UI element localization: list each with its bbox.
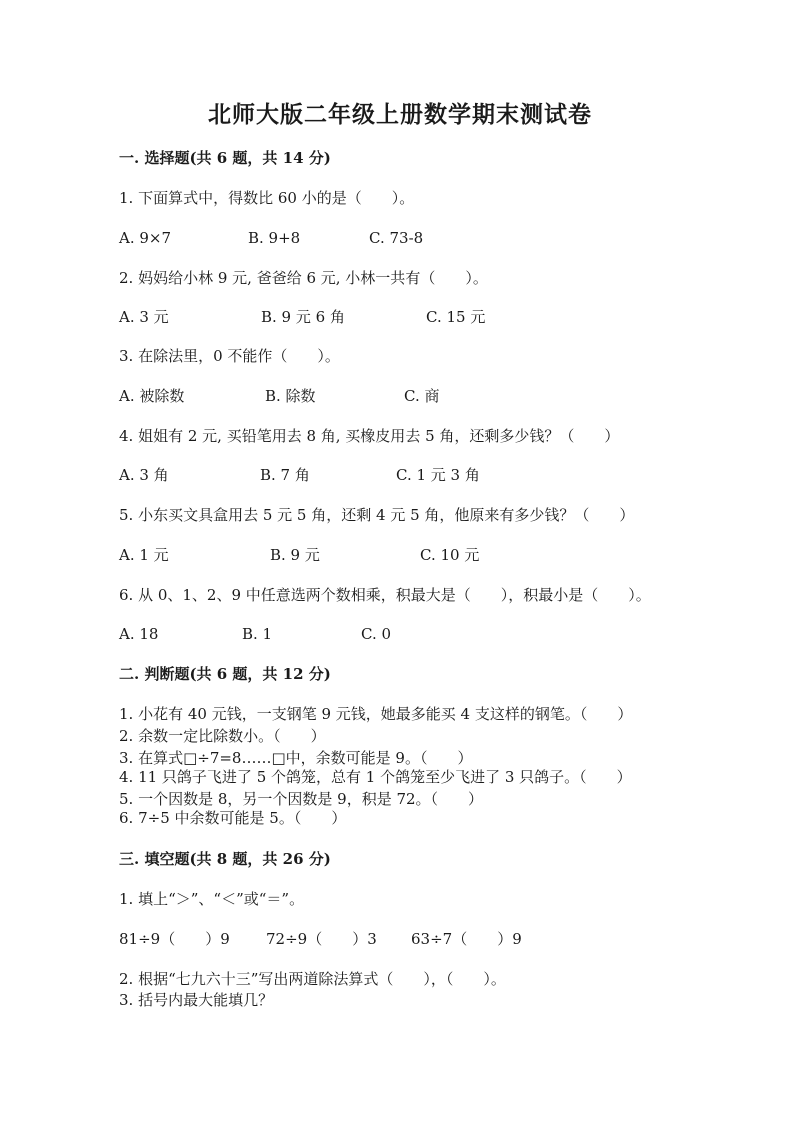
option-1-5-b: B. 9 元: [270, 546, 320, 564]
option-1-2-c: C. 15 元: [426, 308, 486, 326]
option-1-5-a: A. 1 元: [119, 546, 169, 564]
option-1-3-a: A. 被除数: [119, 387, 185, 405]
fill-part-2: 72÷9（ ）3: [266, 930, 377, 948]
option-1-6-c: C. 0: [361, 625, 392, 643]
judgment-item-2: 2. 余数一定比除数小。（ ）: [119, 727, 326, 745]
judgment-item-1: 1. 小花有 40 元钱，一支钢笔 9 元钱，她最多能买 4 支这样的钢笔。（ ）: [119, 705, 633, 723]
section-heading-fill: 三. 填空题(共 8 题，共 26 分): [119, 850, 331, 868]
option-1-4-c: C. 1 元 3 角: [396, 466, 480, 484]
judgment-item-5: 5. 一个因数是 8，另一个因数是 9，积是 72。（ ）: [119, 790, 484, 808]
option-1-4-a: A. 3 角: [119, 466, 169, 484]
judgment-item-6: 6. 7÷5 中余数可能是 5。（ ）: [119, 809, 347, 827]
fill-question-2: 2. 根据“七九六十三”写出两道除法算式（ ），（ ）。: [119, 970, 506, 988]
option-1-1-c: C. 73-8: [369, 229, 424, 247]
option-1-5-c: C. 10 元: [420, 546, 480, 564]
option-1-2-a: A. 3 元: [119, 308, 169, 326]
fill-part-3: 63÷7（ ）9: [411, 930, 522, 948]
option-1-3-b: B. 除数: [265, 387, 316, 405]
question-1-5: 5. 小东买文具盒用去 5 元 5 角，还剩 4 元 5 角，他原来有多少钱？（ ）: [119, 506, 635, 524]
option-1-6-b: B. 1: [242, 625, 273, 643]
fill-question-3: 3. 括号内最大能填几？: [119, 991, 274, 1009]
option-1-1-b: B. 9+8: [248, 229, 301, 247]
section-heading-judgment: 二. 判断题(共 6 题，共 12 分): [119, 665, 331, 683]
judgment-item-4: 4. 11 只鸽子飞进了 5 个鸽笼，总有 1 个鸽笼至少飞进了 3 只鸽子。（ ）: [119, 768, 632, 786]
judgment-item-3: 3. 在算式□÷7=8……□中，余数可能是 9。（ ）: [119, 749, 473, 767]
question-1-3: 3. 在除法里，0 不能作（ ）。: [119, 347, 340, 365]
option-1-6-a: A. 18: [119, 625, 159, 643]
question-1-4: 4. 姐姐有 2 元, 买铅笔用去 8 角, 买橡皮用去 5 角，还剩多少钱？（ ）: [119, 427, 620, 445]
fill-question-1: 1. 填上“＞”、“＜”或“＝”。: [119, 890, 305, 908]
option-1-4-b: B. 7 角: [260, 466, 310, 484]
question-1-6: 6. 从 0、1、2、9 中任意选两个数相乘，积最大是（ ），积最小是（ ）。: [119, 586, 651, 604]
section-heading-choice: 一. 选择题(共 6 题，共 14 分): [119, 149, 331, 167]
option-1-2-b: B. 9 元 6 角: [261, 308, 345, 326]
page-title: 北师大版二年级上册数学期末测试卷: [208, 101, 592, 128]
question-1-1: 1. 下面算式中，得数比 60 小的是（ ）。: [119, 189, 415, 207]
question-1-2: 2. 妈妈给小林 9 元, 爸爸给 6 元, 小林一共有（ ）。: [119, 269, 488, 287]
option-1-3-c: C. 商: [404, 387, 440, 405]
option-1-1-a: A. 9×7: [119, 229, 172, 247]
fill-part-1: 81÷9（ ）9: [119, 930, 230, 948]
